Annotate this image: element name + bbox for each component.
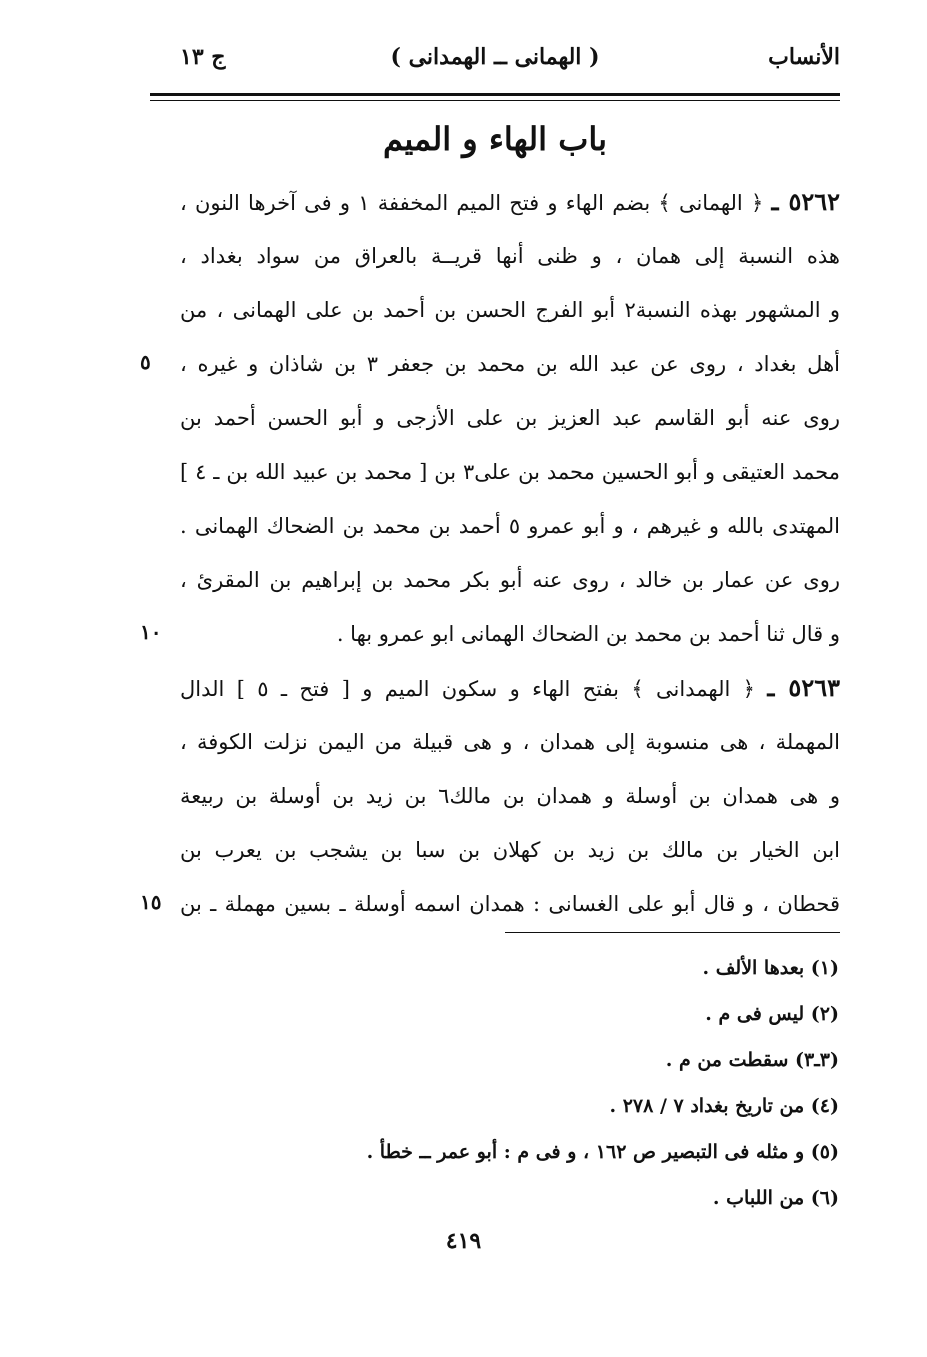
section-title: باب الهاء و الميم xyxy=(383,120,607,158)
page-header xyxy=(150,44,840,84)
text-line xyxy=(180,828,840,882)
footnote: (٢) ليس فى م . xyxy=(705,1003,839,1025)
text-line xyxy=(180,288,840,342)
text-line xyxy=(180,234,840,288)
text-line xyxy=(180,396,840,450)
page-number: ٤١٩ xyxy=(445,1228,482,1254)
line-number-marker: ١٠ xyxy=(140,620,162,644)
line-text: روى عنه أبو القاسم عبد العزيز بن على الأزجى و أبو الحسن أحمد بن xyxy=(180,406,840,430)
text-line xyxy=(180,666,840,720)
line-text: المهملة ، هى منسوبة إلى همدان ، و هى قبيلة من اليمن نزلت الكوفة ، xyxy=(180,730,840,754)
header-rule-thin xyxy=(150,100,840,101)
text-line xyxy=(180,342,840,396)
text-line xyxy=(180,180,840,234)
text-line xyxy=(180,504,840,558)
line-number-marker: ٥ xyxy=(140,350,151,374)
footnote: (٣ـ٣) سقطت من م . xyxy=(665,1049,839,1071)
line-text: هذه النسبة إلى همان ، و ظنى أنها قريــة بالعراق من سواد بغداد ، xyxy=(180,244,840,268)
volume-number: ج ١٣ xyxy=(180,44,226,70)
line-text: و هى همدان بن أوسلة و همدان بن مالك٦ بن زيد بن أوسلة بن ربيعة xyxy=(180,784,841,808)
line-text: ابن الخيار بن مالك بن زيد بن كهلان بن سبا بن يشجب بن يعرب بن xyxy=(180,838,840,862)
book-title: الأنساب xyxy=(768,44,840,70)
main-text xyxy=(180,180,840,936)
line-text: و المشهور بهذه النسبة٢ أبو الفرج الحسن بن أحمد بن على الهمانى ، من xyxy=(180,298,840,322)
line-number-marker: ١٥ xyxy=(140,890,162,914)
text-line xyxy=(180,720,840,774)
running-title: ( الهمانى ــ الهمدانى ) xyxy=(390,44,600,70)
footnote: (٦) من اللباب . xyxy=(712,1187,839,1209)
footnote: (٤) من تاريخ بغداد ٧ / ٢٧٨ . xyxy=(609,1095,839,1117)
footnote-rule xyxy=(505,932,840,933)
text-line xyxy=(180,882,840,936)
footnote: (١) بعدها الألف . xyxy=(702,957,839,979)
line-text: قحطان ، و قال أبو على الغسانى : همدان اسمه أوسلة ـ بسين مهملة ـ بن xyxy=(180,892,840,916)
entry-number: ٥٢٦٣ ـ xyxy=(767,673,840,702)
line-text: روى عن عمار بن خالد ، روى عنه أبو بكر محمد بن إبراهيم بن المقرئ ، xyxy=(180,568,840,592)
text-line xyxy=(180,774,840,828)
footnote: (٥) و مثله فى التبصير ص ١٦٢ ، و فى م : أبو عمر ــ خطأ . xyxy=(366,1141,839,1163)
text-line xyxy=(180,558,840,612)
entry-number: ٥٢٦٢ ـ xyxy=(771,187,840,216)
footnotes xyxy=(279,948,839,1224)
header-rule-thick xyxy=(150,93,840,96)
line-text: محمد العتيقى و أبو الحسين محمد بن على٣ بن [ محمد بن عبيد الله بن ـ ٤ ] xyxy=(180,460,840,484)
line-text: ﴿ الهمدانى ﴾ بفتح الهاء و سكون الميم و [ فتح ـ ٥ ] الدال xyxy=(180,677,755,701)
line-text: أهل بغداد ، روى عن عبد الله بن محمد بن جعفر ٣ بن شاذان و غيره ، xyxy=(180,352,840,376)
line-text: ﴿ الهمانى ﴾ بضم الهاء و فتح الميم المخففة ١ و فى آخرها النون ، xyxy=(180,191,764,215)
line-text: المهتدى بالله و غيرهم ، و أبو عمرو ٥ أحمد بن محمد بن الضحاك الهمانى . xyxy=(180,514,840,538)
line-text: و قال ثنا أحمد بن محمد بن الضحاك الهمانى ابو عمرو بها . xyxy=(336,622,840,646)
text-line xyxy=(180,450,840,504)
text-line xyxy=(180,612,840,666)
